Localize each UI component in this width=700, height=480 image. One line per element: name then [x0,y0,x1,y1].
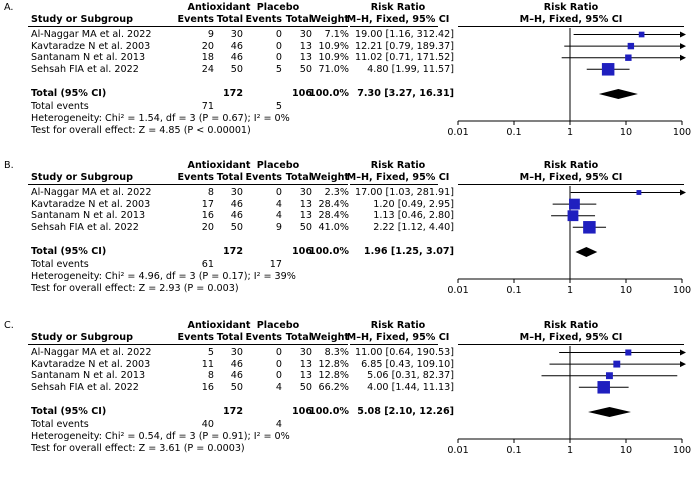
placebo-events: 4 [275,381,282,393]
placebo-events: 4 [275,198,282,210]
ci-arrow [680,350,686,356]
study-rr-ci: 1.20 [0.49, 2.95] [373,198,454,210]
panel-label: A. [4,2,14,13]
study-weight: 28.4% [318,210,349,222]
study-weight: 28.4% [318,198,349,210]
placebo-total: 13 [299,358,312,370]
ant-total-header: Total [216,14,243,25]
placebo-total: 50 [299,381,312,393]
antioxidant-total: 50 [230,381,243,393]
pooled-estimate-diamond [575,247,597,257]
study-rr-ci: 12.21 [0.79, 189.37] [354,40,454,52]
placebo-events: 0 [275,347,282,358]
study-weight: 12.8% [318,358,349,370]
antioxidant-total: 30 [230,187,243,198]
x-tick-label: 1 [566,127,574,138]
rr-method-header: M–H, Fixed, 95% CI [346,332,450,343]
x-tick-label: 0.1 [506,445,522,456]
overall-effect-text: Test for overall effect: Z = 4.85 (P < 0.00001) [31,125,251,136]
total-ci-label: Total (95% CI) [31,246,107,257]
study-rr-ci: 11.02 [0.71, 171.52] [354,52,454,64]
ant-events-header: Events [177,14,214,25]
total-rr-ci: 7.30 [3.27, 16.31] [357,88,454,99]
antioxidant-total: 46 [230,40,243,52]
placebo-events: 0 [275,358,282,370]
total-rr-ci: 5.08 [2.10, 12.26] [357,406,454,417]
total-events-antioxidant: 71 [201,101,214,112]
antioxidant-events: 24 [201,63,214,75]
placebo-total: 30 [299,347,312,358]
study-name: Al-Naggar MA et al. 2022 [31,347,152,358]
ant-total-header: Total [216,332,243,343]
antioxidant-total: 46 [230,358,243,370]
study-header: Study or Subgroup [31,172,133,183]
rr-plot-title-header: Risk Ratio [543,2,599,13]
total-events-placebo: 5 [275,101,282,112]
rr-title-header: Risk Ratio [370,320,426,331]
x-tick-label: 10 [619,445,633,456]
study-point-estimate [597,381,610,394]
study-weight: 7.1% [324,29,349,40]
study-weight: 10.9% [318,40,349,52]
study-name: Sehsah FIA et al. 2022 [31,221,139,233]
study-header: Study or Subgroup [31,14,133,25]
overall-effect-text: Test for overall effect: Z = 2.93 (P = 0.003) [31,283,239,294]
antioxidant-events: 17 [201,198,214,210]
rr-method-header: M–H, Fixed, 95% CI [346,14,450,25]
antioxidant-total: 46 [230,210,243,222]
total-placebo: 106 [291,246,312,257]
rr-plot-title-header: Risk Ratio [543,320,599,331]
antioxidant-events: 20 [201,221,214,233]
antioxidant-header: Antioxidant [187,160,251,171]
antioxidant-total: 46 [230,198,243,210]
antioxidant-events: 5 [207,347,214,358]
study-rr-ci: 5.06 [0.31, 82.37] [367,370,454,382]
placebo-total: 30 [299,187,312,198]
study-name: Santanam N et al. 2013 [31,210,146,222]
antioxidant-events: 16 [201,210,214,222]
pla-events-header: Events [245,172,282,183]
study-point-estimate [568,210,579,221]
x-tick-label: 10 [619,127,633,138]
total-weight: 100.0% [309,406,349,417]
study-point-estimate [639,32,645,38]
study-weight: 12.8% [318,370,349,382]
total-events-placebo: 17 [269,259,282,270]
placebo-total: 13 [299,198,312,210]
antioxidant-total: 30 [230,29,243,40]
placebo-events: 0 [275,370,282,382]
placebo-header: Placebo [256,160,300,171]
placebo-events: 4 [275,210,282,222]
study-rr-ci: 19.00 [1.16, 312.42] [354,29,454,40]
study-rr-ci: 2.22 [1.12, 4.40] [373,221,454,233]
forest-panel-a [0,2,700,152]
study-point-estimate [636,190,641,195]
heterogeneity-text: Heterogeneity: Chi² = 4.96, df = 3 (P = 0.17); I² = 39% [31,271,296,282]
antioxidant-header: Antioxidant [187,2,251,13]
rr-plot-title-header: Risk Ratio [543,160,599,171]
placebo-total: 13 [299,40,312,52]
total-events-antioxidant: 61 [201,259,214,270]
total-ci-label: Total (95% CI) [31,406,107,417]
x-tick-label: 1 [566,445,574,456]
total-rr-ci: 1.96 [1.25, 3.07] [363,246,454,257]
study-point-estimate [569,199,580,210]
study-name: Kavtaradze N et al. 2003 [31,198,151,210]
total-events-label: Total events [31,419,89,430]
antioxidant-total: 50 [230,221,243,233]
total-events-placebo: 4 [275,419,282,430]
study-weight: 8.3% [324,347,349,358]
total-antioxidant: 172 [222,88,243,99]
x-tick-label: 100 [672,445,692,456]
ci-arrow [680,43,686,49]
placebo-events: 0 [275,29,282,40]
total-events-antioxidant: 40 [201,419,214,430]
placebo-total: 13 [299,370,312,382]
study-name: Kavtaradze N et al. 2003 [31,40,151,52]
study-name: Sehsah FIA et al. 2022 [31,63,139,75]
heterogeneity-text: Heterogeneity: Chi² = 0.54, df = 3 (P = 0.91); I² = 0% [31,431,290,442]
x-tick-label: 0.1 [506,285,522,296]
total-antioxidant: 172 [222,406,243,417]
study-rr-ci: 17.00 [1.03, 281.91] [354,187,454,198]
total-placebo: 106 [291,88,312,99]
ant-events-header: Events [177,332,214,343]
antioxidant-events: 8 [207,370,214,382]
placebo-header: Placebo [256,2,300,13]
placebo-total: 50 [299,63,312,75]
study-name: Santanam N et al. 2013 [31,52,146,64]
study-point-estimate [606,372,613,379]
antioxidant-total: 50 [230,63,243,75]
antioxidant-events: 18 [201,52,214,64]
study-name: Al-Naggar MA et al. 2022 [31,29,152,40]
ci-arrow [680,361,686,367]
ant-events-header: Events [177,172,214,183]
placebo-events: 0 [275,40,282,52]
placebo-events: 5 [275,63,282,75]
antioxidant-header: Antioxidant [187,320,251,331]
rr-method-header: M–H, Fixed, 95% CI [346,172,450,183]
study-rr-ci: 4.80 [1.99, 11.57] [367,63,454,75]
panel-label: B. [4,160,14,171]
placebo-total: 30 [299,29,312,40]
antioxidant-total: 46 [230,52,243,64]
x-tick-label: 100 [672,127,692,138]
study-weight: 10.9% [318,52,349,64]
placebo-events: 9 [275,221,282,233]
pooled-estimate-diamond [588,407,631,417]
antioxidant-events: 11 [201,358,214,370]
rr-plot-method-header: M–H, Fixed, 95% CI [519,14,623,25]
x-tick-label: 0.01 [447,285,469,296]
rr-plot-method-header: M–H, Fixed, 95% CI [519,172,623,183]
placebo-events: 0 [275,187,282,198]
study-point-estimate [583,221,596,234]
weight-header: Weight [310,332,349,343]
forest-panel-b [0,160,700,310]
antioxidant-total: 46 [230,370,243,382]
total-ci-label: Total (95% CI) [31,88,107,99]
placebo-events: 0 [275,52,282,64]
antioxidant-events: 20 [201,40,214,52]
panel-label: C. [4,320,14,331]
total-events-label: Total events [31,259,89,270]
x-tick-label: 1 [566,285,574,296]
rr-title-header: Risk Ratio [370,160,426,171]
placebo-total: 13 [299,210,312,222]
forest-plot-svg [0,2,700,152]
study-point-estimate [625,349,631,355]
rr-title-header: Risk Ratio [370,2,426,13]
rr-plot-method-header: M–H, Fixed, 95% CI [519,332,623,343]
study-weight: 41.0% [318,221,349,233]
study-name: Kavtaradze N et al. 2003 [31,358,151,370]
pla-total-header: Total [285,14,312,25]
forest-plot-svg [0,160,700,310]
heterogeneity-text: Heterogeneity: Chi² = 1.54, df = 3 (P = 0.67); I² = 0% [31,113,290,124]
overall-effect-text: Test for overall effect: Z = 3.61 (P = 0.0003) [31,443,245,454]
total-events-label: Total events [31,101,89,112]
study-rr-ci: 11.00 [0.64, 190.53] [354,347,454,358]
study-weight: 66.2% [318,381,349,393]
placebo-total: 13 [299,52,312,64]
x-tick-label: 10 [619,285,633,296]
weight-header: Weight [310,172,349,183]
study-rr-ci: 6.85 [0.43, 109.10] [361,358,454,370]
ci-arrow [680,55,686,61]
study-name: Sehsah FIA et al. 2022 [31,381,139,393]
study-rr-ci: 4.00 [1.44, 11.13] [367,381,454,393]
pla-events-header: Events [245,14,282,25]
total-placebo: 106 [291,406,312,417]
study-rr-ci: 1.13 [0.46, 2.80] [373,210,454,222]
placebo-total: 50 [299,221,312,233]
weight-header: Weight [310,14,349,25]
study-name: Santanam N et al. 2013 [31,370,146,382]
placebo-header: Placebo [256,320,300,331]
ci-arrow [680,32,686,38]
x-tick-label: 0.1 [506,127,522,138]
study-weight: 71.0% [318,63,349,75]
study-point-estimate [602,63,615,76]
total-antioxidant: 172 [222,246,243,257]
x-tick-label: 0.01 [447,445,469,456]
antioxidant-events: 9 [207,29,214,40]
antioxidant-total: 30 [230,347,243,358]
forest-plot-svg [0,320,700,470]
study-header: Study or Subgroup [31,332,133,343]
total-weight: 100.0% [309,88,349,99]
antioxidant-events: 8 [207,187,214,198]
study-weight: 2.3% [324,187,349,198]
study-point-estimate [613,361,620,368]
pla-events-header: Events [245,332,282,343]
ci-arrow [680,190,686,196]
study-name: Al-Naggar MA et al. 2022 [31,187,152,198]
x-tick-label: 100 [672,285,692,296]
study-point-estimate [625,54,631,60]
forest-panel-c [0,320,700,470]
study-point-estimate [628,43,634,49]
ant-total-header: Total [216,172,243,183]
total-weight: 100.0% [309,246,349,257]
antioxidant-events: 16 [201,381,214,393]
pla-total-header: Total [285,172,312,183]
pla-total-header: Total [285,332,312,343]
x-tick-label: 0.01 [447,127,469,138]
pooled-estimate-diamond [599,89,638,99]
